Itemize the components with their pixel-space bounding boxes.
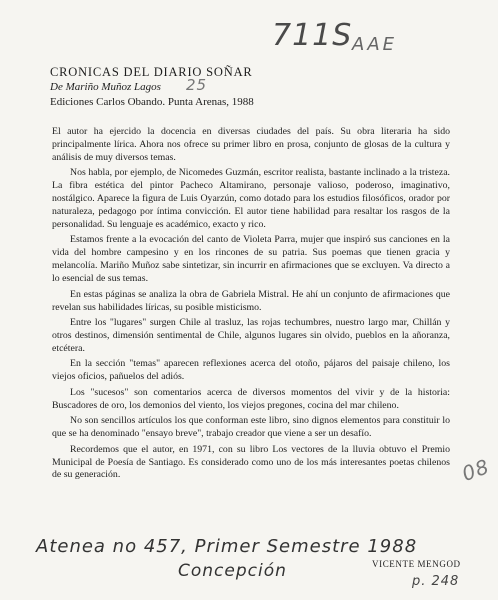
paragraph: Nos habla, por ejemplo, de Nicomedes Guzmán, escritor realista, bastante inclinado a la tristeza. La fibra estética del pintor Pacheco Altamirano, personaje valioso, poderoso, imaginativo, nostálgico. Aparece la figura de Luis Oyarzún, como dotado para los estudios filosóficos, orador por naturaleza, pedagogo por íntima convicción. El autor tiene habilidad para resaltar los rasgos de la personalidad. Su lenguaje es académico, exacto y rico. [52, 167, 450, 230]
handwritten-initials: AAE [352, 34, 397, 55]
paragraph: El autor ha ejercido la docencia en diversas ciudades del país. Su obra literaria ha sido principalmente lírica. Ahora nos ofrece su primer libro en prosa, conjunto de glosas de la cultura y análisis de muy diversos temas. [52, 126, 450, 163]
handwritten-margin-number: 25 [186, 76, 208, 94]
paragraph: En estas páginas se analiza la obra de Gabriela Mistral. He ahí un conjunto de afirmaciones que revelan sus habilidades líricas, su posible misticismo. [52, 288, 450, 313]
book-title: CRONICAS DEL DIARIO SOÑAR [50, 65, 253, 79]
paragraph: En la sección "temas" aparecen reflexiones acerca del otoño, pájaros del paisaje chileno, los viejos oficios, pañuelos del adiós. [52, 358, 450, 383]
review-header [50, 64, 254, 110]
paragraph: Recordemos que el autor, en 1971, con su libro Los vectores de la lluvia obtuvo el Premio Municipal de Poesía de Santiago. Es considerado como uno de los más interesantes poetas chilenos de su generación. [52, 443, 450, 481]
paragraph: Los "sucesos" son comentarios acerca de diversos momentos del vivir y de la historia: Buscadores de oro, los demonios del viento, los viejos pregones, cocina del mar chileno. [52, 386, 450, 411]
paragraph: Estamos frente a la evocación del canto de Violeta Parra, mujer que inspiró sus canciones en la vida del hombre campesino y en los rincones de su patria. Sus poemas que tienen gracia y melancolía. Mariño Muñoz sabe sintetizar, sin incurrir en afirmaciones que se excluyen. Va directo a lo esencial de sus temas. [52, 234, 450, 285]
handwritten-corner-mark: 08 [458, 454, 493, 486]
paragraph: Entre los "lugares" surgen Chile al trasluz, las rojas techumbres, nuestro largo mar, Chillán y otros destinos, dimensión sentimental de Chile, algunos lugares sin olvido, pueblos en la añoranza, etcétera. [52, 317, 450, 354]
review-body [52, 126, 450, 485]
handwritten-source-note: Atenea no 457, Primer Semestre 1988 [36, 536, 418, 557]
book-author: De Mariño Muñoz Lagos [50, 81, 161, 93]
paragraph: No son sencillos artículos los que conforman este libro, sino dignos elementos para constituir lo que se ha denominado "ensayo breve", trabajo creador que viene a ser un desafío. [52, 415, 450, 440]
handwritten-catalog-number: 711S [272, 18, 353, 53]
book-edition: Ediciones Carlos Obando. Punta Arenas, 1988 [50, 96, 254, 108]
handwritten-place-note: Concepción [178, 561, 287, 581]
handwritten-page-number: p. 248 [412, 574, 460, 589]
review-signature: VICENTE MENGOD [372, 559, 461, 569]
